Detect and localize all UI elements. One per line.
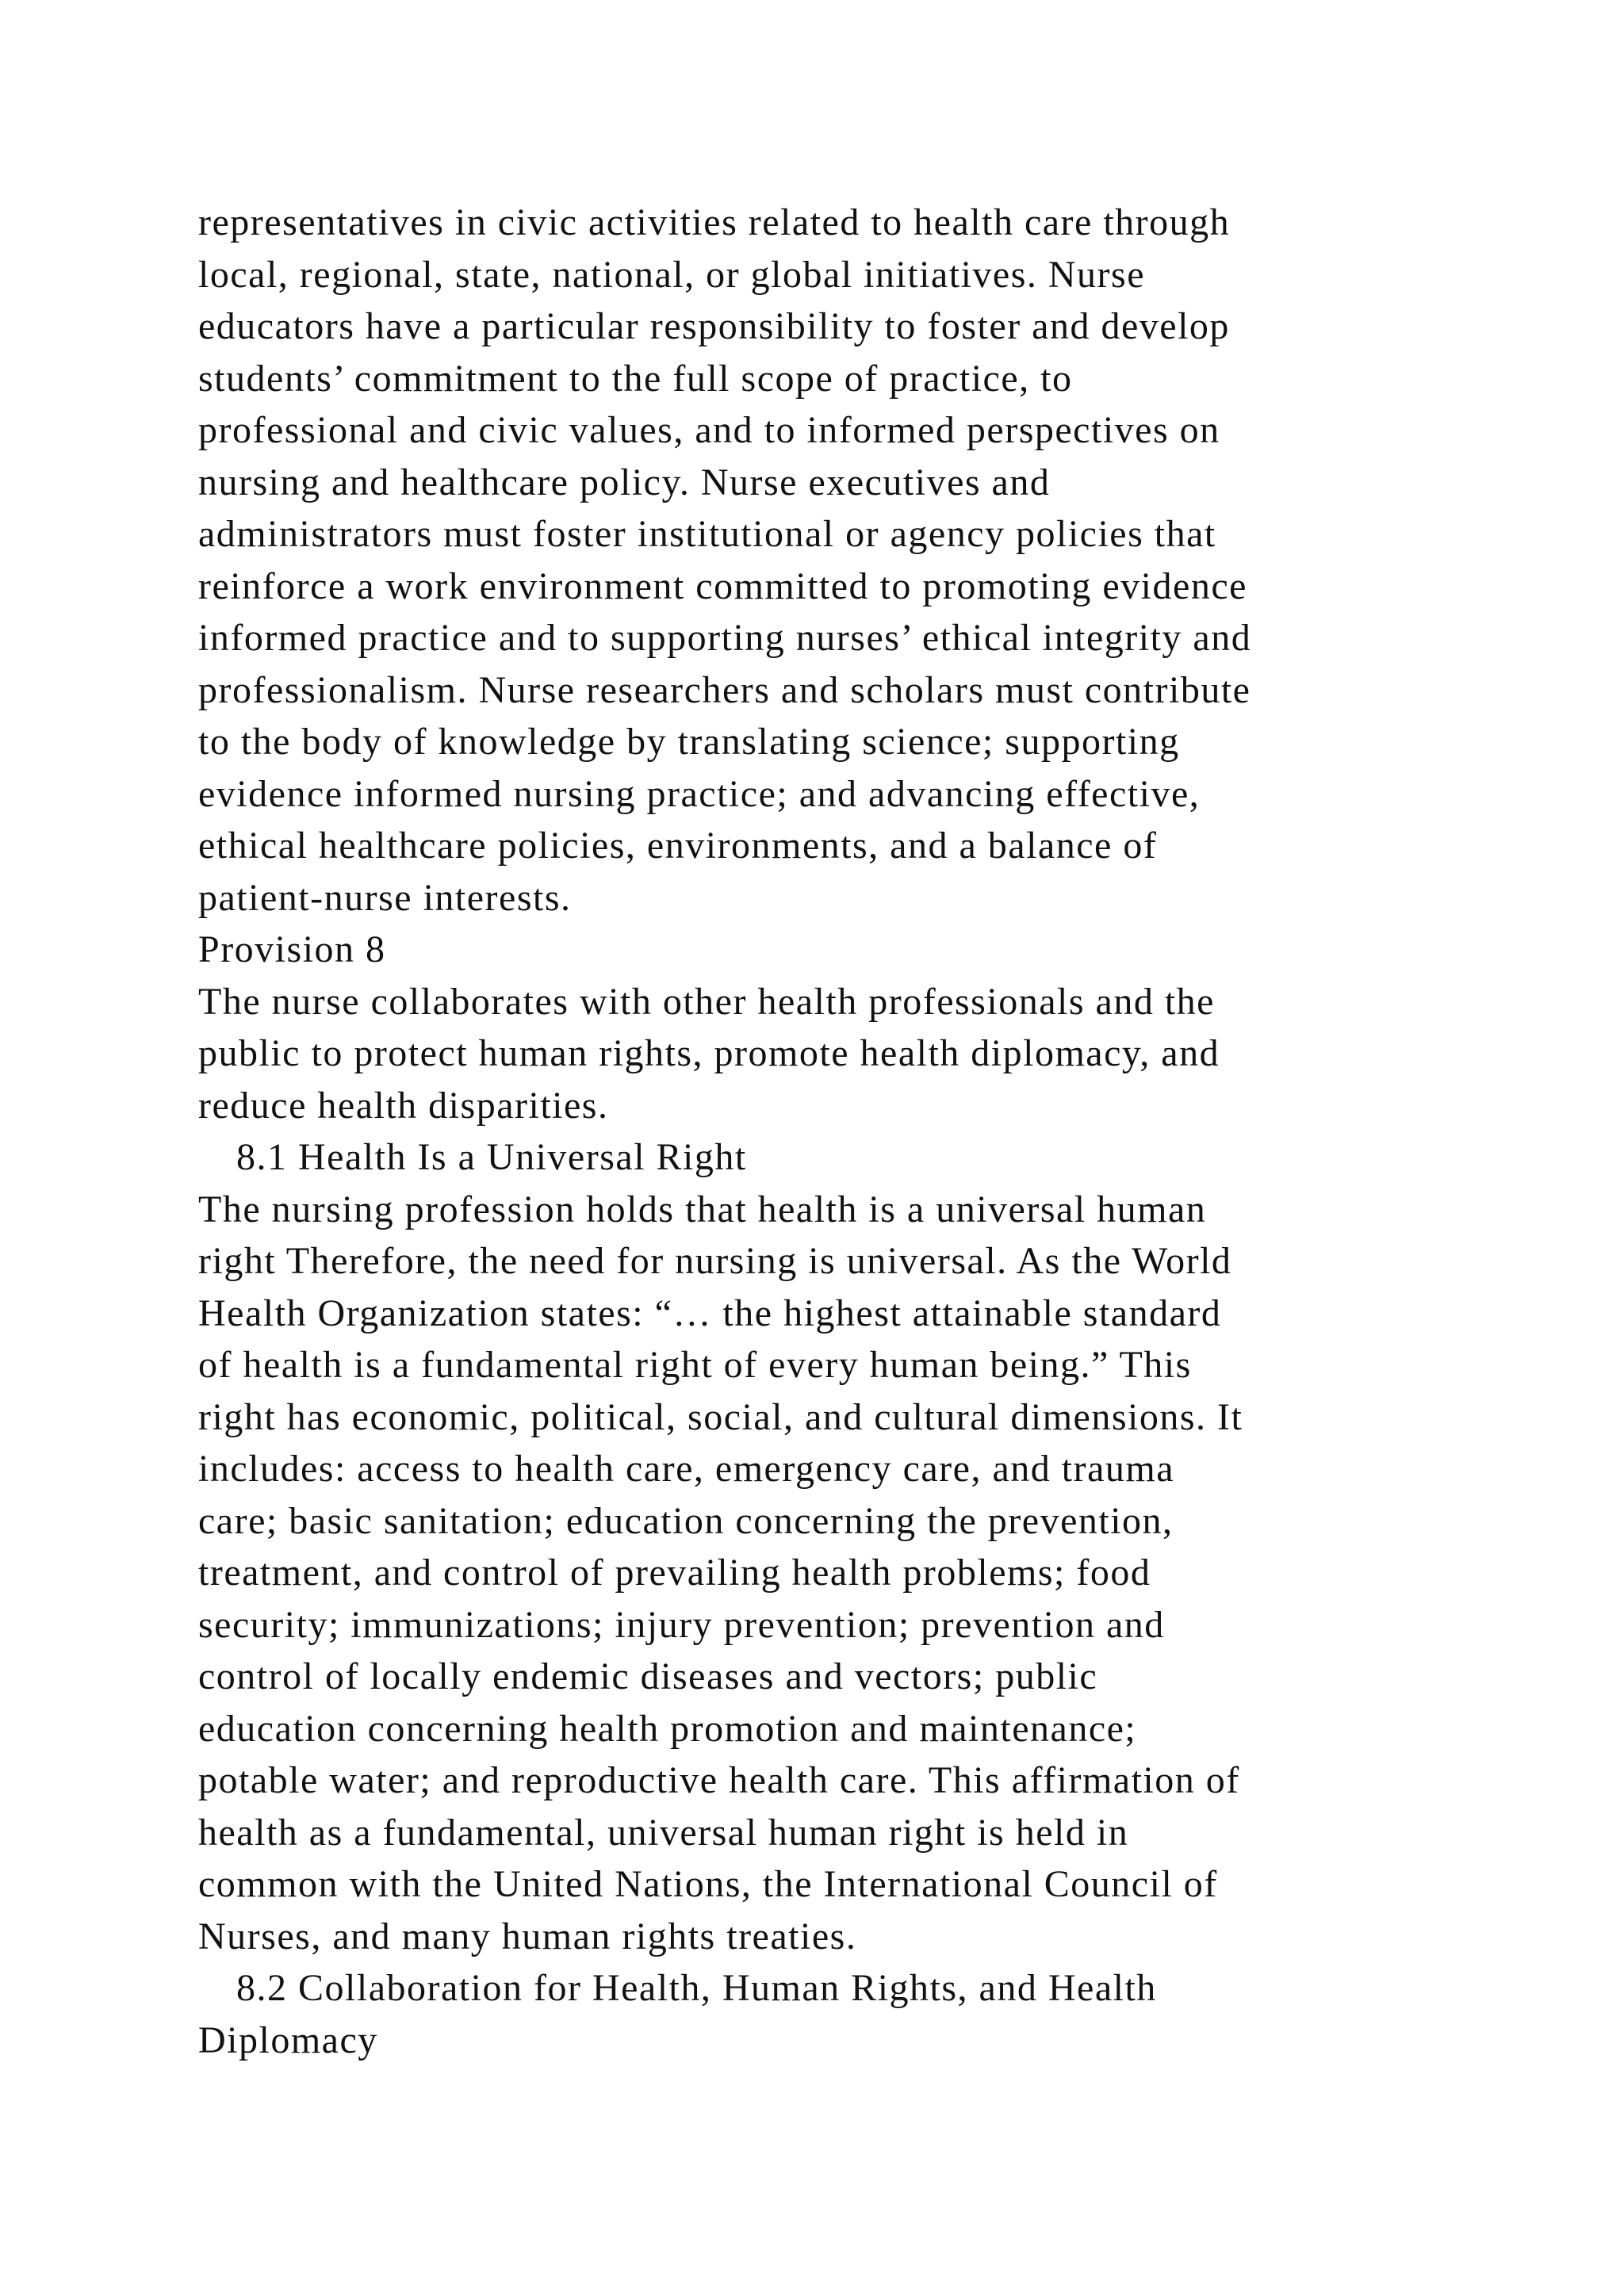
provision-statement-line: public to protect human rights, promote health diplomacy, and [198,1032,1220,1074]
paragraph-line: to the body of knowledge by translating science; supporting [198,721,1180,763]
paragraph-line: professional and civic values, and to informed perspectives on [198,409,1220,451]
paragraph-line: control of locally endemic diseases and vectors; public [198,1655,1098,1697]
paragraph-line: patient-nurse interests. [198,876,572,919]
paragraph-line: students’ commitment to the full scope of practice, to [198,357,1073,400]
paragraph-line: treatment, and control of prevailing health problems; food [198,1552,1151,1594]
paragraph-line: right has economic, political, social, and cultural dimensions. It [198,1395,1243,1438]
paragraph-line: includes: access to health care, emergency care, and trauma [198,1448,1175,1490]
paragraph-line: local, regional, state, national, or global initiatives. Nurse [198,253,1146,296]
paragraph-line: health as a fundamental, universal human right is held in [198,1811,1129,1854]
paragraph-line: Nurses, and many human rights treaties. [198,1915,857,1957]
paragraph-line: evidence informed nursing practice; and advancing effective, [198,772,1201,815]
provision-statement-line: reduce health disparities. [198,1084,609,1127]
paragraph-line: reinforce a work environment committed to promoting evidence [198,564,1247,607]
paragraph-line: security; immunizations; injury prevention; prevention and [198,1603,1165,1646]
paragraph-line: representatives in civic activities related to health care through [198,201,1231,243]
paragraph-line: The nursing profession holds that health is a universal human [198,1188,1207,1230]
section-heading-8-2-continued: Diplomacy [198,2019,378,2061]
paragraph-line: right Therefore, the need for nursing is universal. As the World [198,1240,1232,1282]
paragraph-line: informed practice and to supporting nurses’ ethical integrity and [198,617,1252,659]
paragraph-line: Health Organization states: “… the highest attainable standard [198,1292,1222,1334]
paragraph-line: of health is a fundamental right of every human being.” This [198,1344,1192,1386]
paragraph-line: education concerning health promotion and maintenance; [198,1707,1137,1750]
section-heading-8-2: 8.2 Collaboration for Health, Human Rights, and Health [236,1967,1157,2009]
paragraph-line: care; basic sanitation; education concerning the prevention, [198,1499,1174,1542]
provision-heading: Provision 8 [198,928,386,970]
provision-statement-line: The nurse collaborates with other health professionals and the [198,980,1215,1023]
paragraph-line: common with the United Nations, the International Council of [198,1863,1218,1905]
paragraph-line: professionalism. Nurse researchers and scholars must contribute [198,668,1251,711]
paragraph-line: nursing and healthcare policy. Nurse executives and [198,461,1051,503]
paragraph-line: educators have a particular responsibility to foster and develop [198,305,1230,347]
paragraph-line: potable water; and reproductive health care. This affirmation of [198,1759,1240,1801]
section-heading-8-1: 8.1 Health Is a Universal Right [236,1136,747,1178]
paragraph-line: administrators must foster institutional or agency policies that [198,513,1216,555]
paragraph-line: ethical healthcare policies, environments, and a balance of [198,825,1158,867]
document-body [198,197,1530,2066]
